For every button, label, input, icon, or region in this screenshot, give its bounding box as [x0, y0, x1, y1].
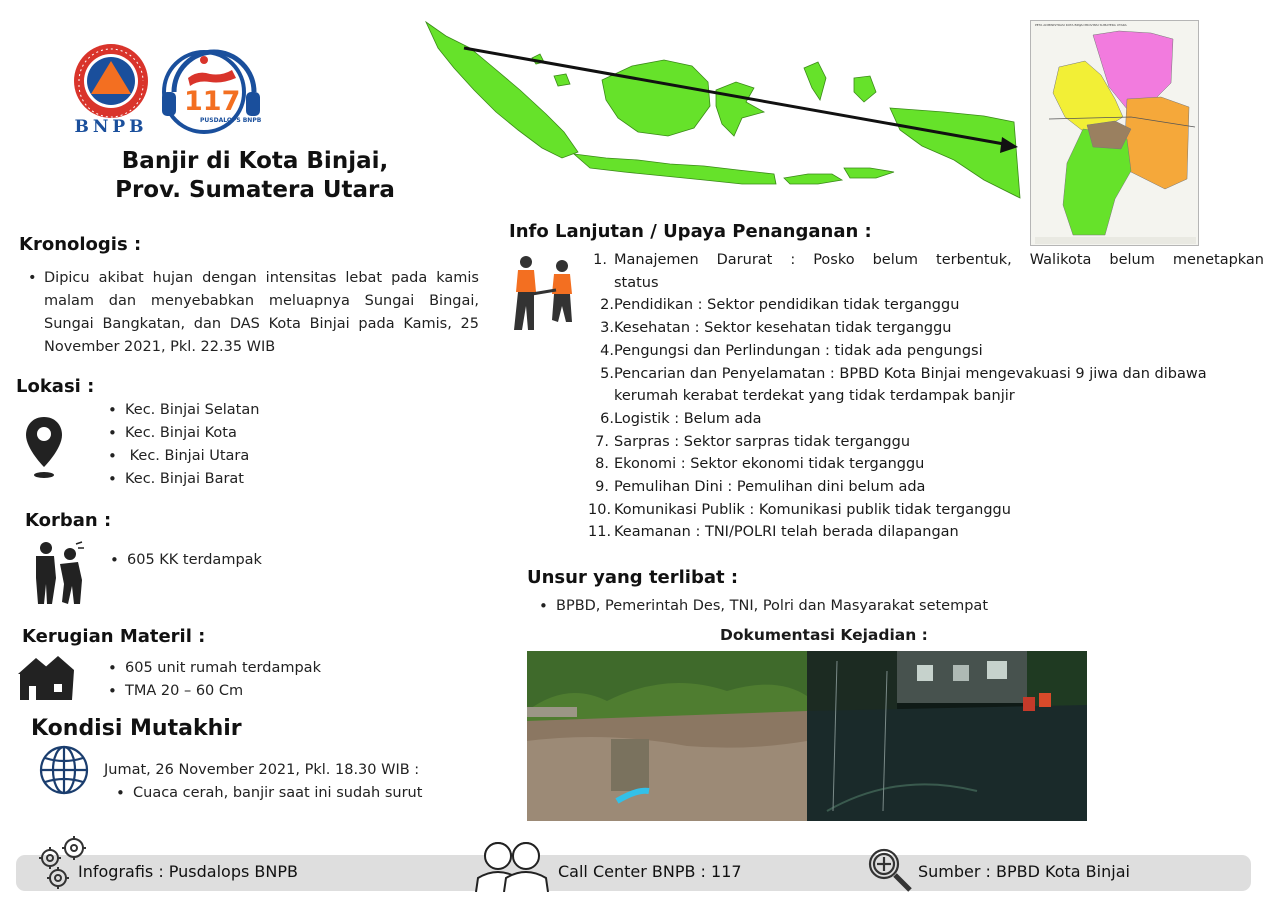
- upaya-text: Pendidikan : Sektor pendidikan tidak terganggu: [614, 297, 960, 314]
- binjai-admin-map: [1030, 20, 1199, 246]
- globe-icon: [38, 744, 90, 796]
- upaya-item: [588, 294, 1268, 317]
- kerugian-item: • TMA 20 – 60 Cm: [106, 680, 321, 703]
- kondisi-date: Jumat, 26 November 2021, Pkl. 18.30 WIB :: [104, 762, 420, 778]
- location-pin-icon: [25, 415, 63, 483]
- footer-callcenter: Call Center BNPB : 117: [558, 862, 742, 881]
- flood-photo-night: [807, 651, 1087, 821]
- upaya-text: Pencarian dan Penyelamatan : BPBD Kota Binjai mengevakuasi 9 jiwa dan dibawa: [614, 365, 1207, 382]
- kronologis-title: Kronologis :: [19, 234, 142, 255]
- upaya-list: [588, 249, 1268, 544]
- upaya-text: Keamanan : TNI/POLRI telah berada dilapangan: [614, 524, 959, 541]
- upaya-num: 11.: [588, 524, 612, 541]
- lokasi-item: • Kec. Binjai Selatan: [106, 399, 259, 422]
- page-title-line1: Banjir di Kota Binjai,: [121, 148, 389, 174]
- upaya-item: [588, 521, 1268, 544]
- lokasi-item: • Kec. Binjai Barat: [106, 468, 259, 491]
- footer-sumber: Sumber : BPBD Kota Binjai: [918, 862, 1130, 881]
- upaya-num: 2.: [600, 297, 614, 314]
- kronologis-paragraph: Dipicu akibat hujan dengan intensitas lebat pada kamis malam dan menyebabkan meluapnya Sungai Bingai, Sungai Bangkatan, dan DAS Kota Binjai pada Kamis, 25 November 2021, Pkl. 22.35 WIB: [44, 270, 479, 355]
- upaya-num: 7.: [595, 433, 609, 450]
- upaya-num: 4.: [600, 342, 614, 359]
- unsur-item: • BPBD, Pemerintah Des, TNI, Polri dan Masyarakat setempat: [537, 595, 988, 618]
- upaya-text: Ekonomi : Sektor ekonomi tidak terganggu: [614, 456, 925, 473]
- upaya-num: 9.: [595, 479, 609, 496]
- upaya-item: [588, 431, 1268, 454]
- korban-title: Korban :: [25, 510, 112, 531]
- upaya-item: [588, 499, 1268, 522]
- kondisi-title: Kondisi Mutakhir: [31, 716, 242, 741]
- upaya-text-cont: status: [614, 274, 659, 291]
- upaya-num: 3.: [600, 320, 614, 337]
- upaya-text: Manajemen Darurat : Posko belum terbentuk, Walikota belum menetapkan: [614, 252, 1264, 268]
- upaya-item: [588, 340, 1268, 363]
- lokasi-item: • Kec. Binjai Utara: [106, 445, 259, 468]
- flood-photo-river: [527, 651, 807, 821]
- pusdalops-number: 117: [184, 86, 241, 117]
- call-center-agents-icon: [470, 836, 552, 892]
- page-title-line2: Prov. Sumatera Utara: [115, 177, 395, 203]
- kerugian-title: Kerugian Materil :: [22, 626, 206, 647]
- upaya-text: Pengungsi dan Perlindungan : tidak ada pengungsi: [614, 342, 983, 359]
- upaya-item: [588, 363, 1268, 408]
- kondisi-list: [114, 782, 422, 805]
- upaya-num: 6.: [600, 410, 614, 427]
- rescuers-icon: [510, 254, 578, 334]
- korban-list: [108, 549, 262, 572]
- gears-icon: [36, 832, 92, 890]
- upaya-num: 1.: [593, 252, 607, 268]
- upaya-num: 10.: [588, 501, 612, 518]
- upaya-item: [588, 249, 1268, 294]
- upaya-text: Pemulihan Dini : Pemulihan dini belum ada: [614, 479, 926, 496]
- lokasi-list: [106, 399, 259, 491]
- houses-icon: [18, 654, 74, 700]
- upaya-item: [588, 317, 1268, 340]
- lokasi-item: • Kec. Binjai Kota: [106, 422, 259, 445]
- kondisi-item: • Cuaca cerah, banjir saat ini sudah surut: [114, 782, 422, 805]
- upaya-text: Kesehatan : Sektor kesehatan tidak terganggu: [614, 320, 952, 337]
- upaya-num: 8.: [595, 456, 609, 473]
- korban-item: • 605 KK terdampak: [108, 549, 262, 572]
- upaya-text-cont: kerumah kerabat terdekat yang tidak terdampak banjir: [614, 388, 1015, 405]
- upaya-text: Komunikasi Publik : Komunikasi publik tidak terganggu: [614, 501, 1011, 518]
- footer-infografis: Infografis : Pusdalops BNPB: [78, 862, 298, 881]
- kerugian-list: [106, 657, 321, 703]
- upaya-item: [588, 453, 1268, 476]
- dokumentasi-title: Dokumentasi Kejadian :: [720, 626, 928, 644]
- upaya-text: Sarpras : Sektor sarpras tidak terganggu: [614, 433, 911, 450]
- unsur-title: Unsur yang terlibat :: [527, 567, 739, 588]
- bnpb-caption: BNPB: [74, 117, 148, 137]
- pusdalops-caption: PUSDALOPS BNPB: [200, 117, 262, 124]
- kronologis-text: • Dipicu akibat hujan dengan intensitas lebat pada kamis malam dan menyebabkan meluapnya Sungai Bingai, Sungai Bangkatan, dan DAS Kota Binjai pada Kamis, 25 November 2021, Pkl. 22.35 WIB: [27, 267, 479, 359]
- search-plus-icon: [866, 846, 914, 892]
- binjai-map-caption: PETA ADMINISTRASI KOTA BINJAI PROVINSI SUMATERA UTARA: [1035, 23, 1127, 27]
- lokasi-title: Lokasi :: [16, 376, 95, 397]
- upaya-title: Info Lanjutan / Upaya Penanganan :: [509, 221, 872, 242]
- unsur-list: [537, 595, 988, 618]
- upaya-text: Logistik : Belum ada: [614, 410, 762, 427]
- kerugian-item: • 605 unit rumah terdampak: [106, 657, 321, 680]
- upaya-num: 5.: [600, 365, 614, 382]
- upaya-item: [588, 476, 1268, 499]
- upaya-item: [588, 408, 1268, 431]
- victims-icon: [30, 540, 86, 606]
